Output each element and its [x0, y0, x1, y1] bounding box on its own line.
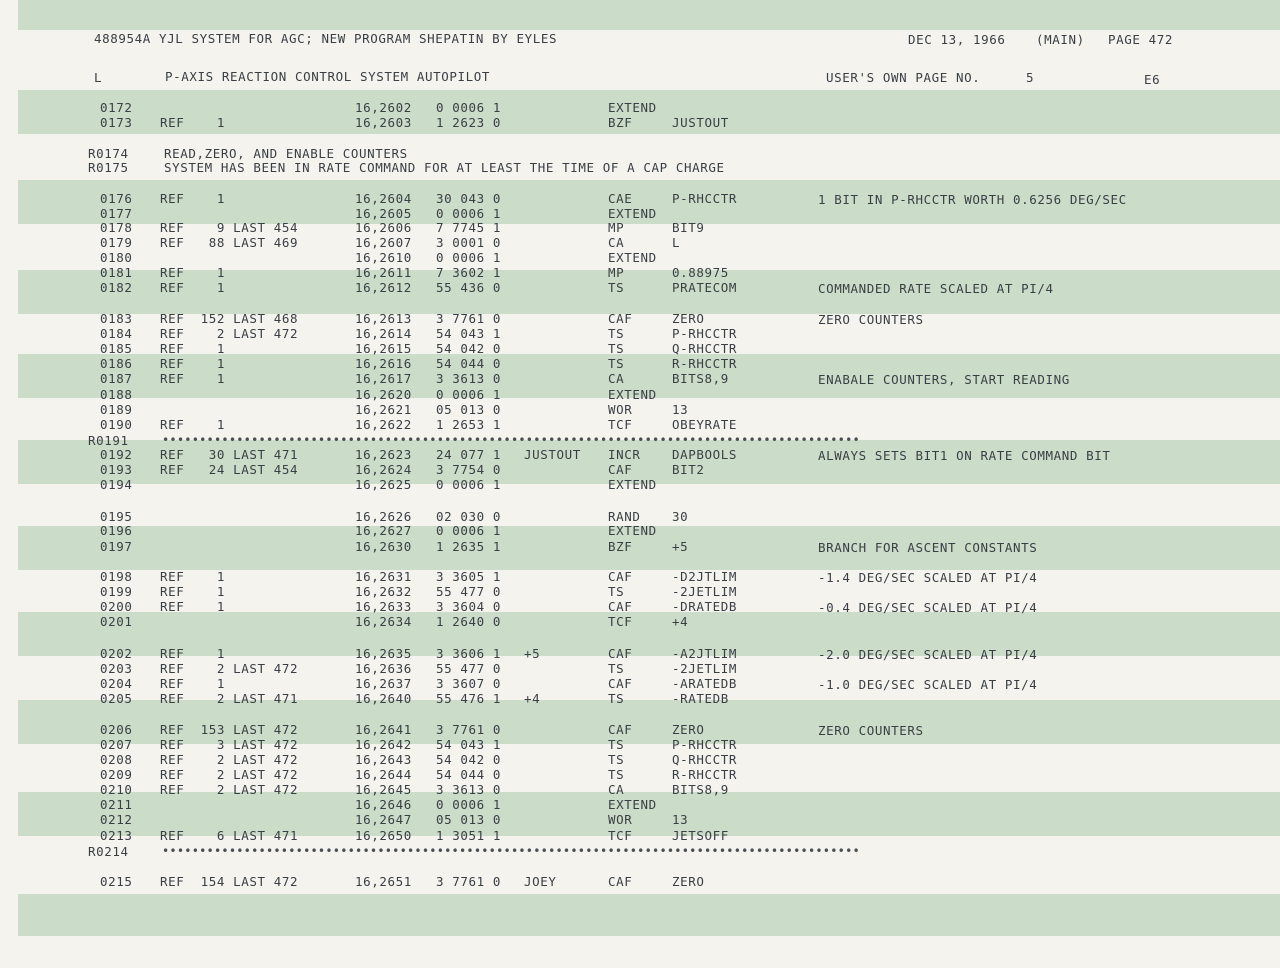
word-column: 0 0006 1 [436, 797, 502, 812]
opcode-column: CAF [608, 599, 633, 614]
subheader-l: L [94, 70, 103, 85]
address-column: 16,2616 [355, 356, 412, 371]
operand-column: Q-RHCCTR [672, 341, 738, 356]
address-column: 16,2604 [355, 191, 412, 206]
address-column: 16,2635 [355, 646, 412, 661]
operand-column: R-RHCCTR [672, 767, 738, 782]
opcode-column: CAF [608, 462, 633, 477]
address-column: 16,2644 [355, 767, 412, 782]
line-number: 0178 [100, 220, 133, 235]
address-column: 16,2645 [355, 782, 412, 797]
line-number: R0214 [88, 844, 129, 859]
comment-column: ALWAYS SETS BIT1 ON RATE COMMAND BIT [818, 448, 1111, 463]
operand-column: L [672, 235, 681, 250]
operand-column: -2JETLIM [672, 661, 738, 676]
remark-text: SYSTEM HAS BEEN IN RATE COMMAND FOR AT LEAST THE TIME OF A CAP CHARGE [164, 160, 725, 175]
line-number: 0201 [100, 614, 133, 629]
separator-dots: •••••••••••••••••••••••••••••••••••••••••••••••••••••••••••••••••••••••••••••••••••••••••••••• [162, 844, 860, 858]
word-column: 0 0006 1 [436, 100, 502, 115]
opcode-column: CA [608, 782, 625, 797]
word-column: 55 477 0 [436, 661, 502, 676]
line-number: 0200 [100, 599, 133, 614]
operand-column: BITS8,9 [672, 371, 729, 386]
opcode-column: EXTEND [608, 797, 657, 812]
line-number: 0180 [100, 250, 133, 265]
opcode-column: TS [608, 584, 625, 599]
ref-column: REF 3 LAST 472 [160, 737, 299, 752]
address-column: 16,2623 [355, 447, 412, 462]
operand-column: BIT2 [672, 462, 705, 477]
opcode-column: CAF [608, 646, 633, 661]
ref-column: REF 2 LAST 472 [160, 326, 299, 341]
address-column: 16,2625 [355, 477, 412, 492]
opcode-column: TS [608, 356, 625, 371]
word-column: 3 7754 0 [436, 462, 502, 477]
ref-column: REF 152 LAST 468 [160, 311, 299, 326]
operand-column: JUSTOUT [672, 115, 729, 130]
operand-column: -ARATEDB [672, 676, 738, 691]
ref-column: REF 2 LAST 472 [160, 767, 299, 782]
line-number: 0195 [100, 509, 133, 524]
line-number: 0183 [100, 311, 133, 326]
comment-column: 1 BIT IN P-RHCCTR WORTH 0.6256 DEG/SEC [818, 192, 1127, 207]
operand-column: 0.88975 [672, 265, 729, 280]
opcode-column: TS [608, 326, 625, 341]
opcode-column: WOR [608, 402, 633, 417]
word-column: 54 044 0 [436, 356, 502, 371]
line-number: R0174 [88, 146, 129, 161]
address-column: 16,2642 [355, 737, 412, 752]
line-number: 0211 [100, 797, 133, 812]
operand-column: P-RHCCTR [672, 191, 738, 206]
word-column: 3 0001 0 [436, 235, 502, 250]
opcode-column: TS [608, 691, 625, 706]
line-number: 0203 [100, 661, 133, 676]
operand-column: Q-RHCCTR [672, 752, 738, 767]
line-number: R0191 [88, 433, 129, 448]
operand-column: PRATECOM [672, 280, 738, 295]
address-column: 16,2631 [355, 569, 412, 584]
listing-title: 488954A YJL SYSTEM FOR AGC; NEW PROGRAM SHEPATIN BY EYLES [94, 31, 558, 46]
word-column: 3 3604 0 [436, 599, 502, 614]
line-number: 0196 [100, 523, 133, 538]
word-column: 54 042 0 [436, 752, 502, 767]
line-number: 0206 [100, 722, 133, 737]
address-column: 16,2612 [355, 280, 412, 295]
users-page-number: 5 [1026, 70, 1035, 85]
operand-column: +4 [672, 614, 689, 629]
line-number: 0192 [100, 447, 133, 462]
word-column: 3 3607 0 [436, 676, 502, 691]
opcode-column: TS [608, 661, 625, 676]
word-column: 7 7745 1 [436, 220, 502, 235]
address-column: 16,2636 [355, 661, 412, 676]
operand-column: 13 [672, 402, 689, 417]
listing-date: DEC 13, 1966 [908, 32, 1006, 47]
ref-column: REF 1 [160, 584, 226, 599]
address-column: 16,2617 [355, 371, 412, 386]
opcode-column: EXTEND [608, 523, 657, 538]
address-column: 16,2624 [355, 462, 412, 477]
operand-column: ZERO [672, 311, 705, 326]
band [18, 894, 1280, 936]
opcode-column: TS [608, 341, 625, 356]
ref-column: REF 1 [160, 356, 226, 371]
operand-column: DAPBOOLS [672, 447, 738, 462]
word-column: 55 476 1 [436, 691, 502, 706]
line-number: 0205 [100, 691, 133, 706]
line-number: 0197 [100, 539, 133, 554]
word-column: 3 3613 0 [436, 371, 502, 386]
operand-column: P-RHCCTR [672, 737, 738, 752]
line-number: 0185 [100, 341, 133, 356]
line-number: 0187 [100, 371, 133, 386]
ref-column: REF 2 LAST 472 [160, 782, 299, 797]
word-column: 54 044 0 [436, 767, 502, 782]
word-column: 3 3606 1 [436, 646, 502, 661]
opcode-column: EXTEND [608, 477, 657, 492]
word-column: 3 7761 0 [436, 874, 502, 889]
line-number: 0177 [100, 206, 133, 221]
line-number: 0186 [100, 356, 133, 371]
address-column: 16,2647 [355, 812, 412, 827]
line-number: R0175 [88, 160, 129, 175]
operand-column: JETSOFF [672, 828, 729, 843]
label-column: +5 [524, 646, 541, 661]
opcode-column: EXTEND [608, 100, 657, 115]
comment-column: -1.0 DEG/SEC SCALED AT PI/4 [818, 677, 1038, 692]
operand-column: R-RHCCTR [672, 356, 738, 371]
ref-column: REF 9 LAST 454 [160, 220, 299, 235]
comment-column: ZERO COUNTERS [818, 312, 924, 327]
ref-column: REF 153 LAST 472 [160, 722, 299, 737]
word-column: 55 477 0 [436, 584, 502, 599]
line-number: 0198 [100, 569, 133, 584]
address-column: 16,2641 [355, 722, 412, 737]
operand-column: BITS8,9 [672, 782, 729, 797]
word-column: 24 077 1 [436, 447, 502, 462]
address-column: 16,2607 [355, 235, 412, 250]
users-page-label: USER'S OWN PAGE NO. [826, 70, 981, 85]
word-column: 0 0006 1 [436, 523, 502, 538]
opcode-column: INCR [608, 447, 641, 462]
line-number: 0202 [100, 646, 133, 661]
address-column: 16,2605 [355, 206, 412, 221]
opcode-column: BZF [608, 539, 633, 554]
address-column: 16,2611 [355, 265, 412, 280]
address-column: 16,2630 [355, 539, 412, 554]
address-column: 16,2614 [355, 326, 412, 341]
line-number: 0208 [100, 752, 133, 767]
address-column: 16,2651 [355, 874, 412, 889]
line-number: 0173 [100, 115, 133, 130]
label-column: JUSTOUT [524, 447, 581, 462]
opcode-column: CA [608, 235, 625, 250]
remark-text: READ,ZERO, AND ENABLE COUNTERS [164, 146, 408, 161]
word-column: 1 2640 0 [436, 614, 502, 629]
address-column: 16,2634 [355, 614, 412, 629]
ref-column: REF 1 [160, 115, 226, 130]
address-column: 16,2640 [355, 691, 412, 706]
line-number: 0182 [100, 280, 133, 295]
ref-column: REF 30 LAST 471 [160, 447, 299, 462]
comment-column: COMMANDED RATE SCALED AT PI/4 [818, 281, 1054, 296]
word-column: 02 030 0 [436, 509, 502, 524]
opcode-column: TCF [608, 417, 633, 432]
word-column: 1 2635 1 [436, 539, 502, 554]
page-code: E6 [1144, 72, 1161, 87]
operand-column: -DRATEDB [672, 599, 738, 614]
line-number: 0172 [100, 100, 133, 115]
operand-column: -RATEDB [672, 691, 729, 706]
operand-column: BIT9 [672, 220, 705, 235]
line-number: 0189 [100, 402, 133, 417]
address-column: 16,2632 [355, 584, 412, 599]
address-column: 16,2613 [355, 311, 412, 326]
address-column: 16,2637 [355, 676, 412, 691]
label-column: +4 [524, 691, 541, 706]
opcode-column: TCF [608, 614, 633, 629]
operand-column: ZERO [672, 722, 705, 737]
line-number: 0193 [100, 462, 133, 477]
opcode-column: TS [608, 280, 625, 295]
opcode-column: TS [608, 737, 625, 752]
line-number: 0199 [100, 584, 133, 599]
word-column: 1 2653 1 [436, 417, 502, 432]
line-number: 0209 [100, 767, 133, 782]
opcode-column: WOR [608, 812, 633, 827]
word-column: 0 0006 1 [436, 477, 502, 492]
ref-column: REF 1 [160, 599, 226, 614]
listing-main: (MAIN) [1036, 32, 1085, 47]
ref-column: REF 1 [160, 676, 226, 691]
operand-column: -D2JTLIM [672, 569, 738, 584]
separator-dots: •••••••••••••••••••••••••••••••••••••••••••••••••••••••••••••••••••••••••••••••••••••••••••••• [162, 433, 860, 447]
word-column: 54 042 0 [436, 341, 502, 356]
operand-column: 30 [672, 509, 689, 524]
word-column: 7 3602 1 [436, 265, 502, 280]
ref-column: REF 2 LAST 472 [160, 661, 299, 676]
ref-column: REF 1 [160, 569, 226, 584]
word-column: 3 7761 0 [436, 311, 502, 326]
line-number: 0190 [100, 417, 133, 432]
ref-column: REF 1 [160, 265, 226, 280]
line-number: 0207 [100, 737, 133, 752]
line-number: 0194 [100, 477, 133, 492]
address-column: 16,2643 [355, 752, 412, 767]
ref-column: REF 1 [160, 371, 226, 386]
word-column: 54 043 1 [436, 326, 502, 341]
word-column: 3 3613 0 [436, 782, 502, 797]
word-column: 1 2623 0 [436, 115, 502, 130]
line-number: 0204 [100, 676, 133, 691]
address-column: 16,2610 [355, 250, 412, 265]
word-column: 0 0006 1 [436, 206, 502, 221]
operand-column: -2JETLIM [672, 584, 738, 599]
opcode-column: BZF [608, 115, 633, 130]
address-column: 16,2633 [355, 599, 412, 614]
address-column: 16,2620 [355, 387, 412, 402]
subheader-title: P-AXIS REACTION CONTROL SYSTEM AUTOPILOT [165, 69, 491, 84]
listing-page-number: PAGE 472 [1108, 32, 1174, 47]
address-column: 16,2626 [355, 509, 412, 524]
ref-column: REF 24 LAST 454 [160, 462, 299, 477]
operand-column: ZERO [672, 874, 705, 889]
comment-column: -1.4 DEG/SEC SCALED AT PI/4 [818, 570, 1038, 585]
operand-column: P-RHCCTR [672, 326, 738, 341]
opcode-column: TS [608, 767, 625, 782]
line-number: 0176 [100, 191, 133, 206]
ref-column: REF 2 LAST 471 [160, 691, 299, 706]
ref-column: REF 6 LAST 471 [160, 828, 299, 843]
address-column: 16,2650 [355, 828, 412, 843]
opcode-column: CAF [608, 311, 633, 326]
line-number: 0188 [100, 387, 133, 402]
line-number: 0184 [100, 326, 133, 341]
address-column: 16,2622 [355, 417, 412, 432]
ref-column: REF 88 LAST 469 [160, 235, 299, 250]
opcode-column: MP [608, 220, 625, 235]
opcode-column: EXTEND [608, 206, 657, 221]
comment-column: -2.0 DEG/SEC SCALED AT PI/4 [818, 647, 1038, 662]
address-column: 16,2603 [355, 115, 412, 130]
operand-column: 13 [672, 812, 689, 827]
comment-column: ENABALE COUNTERS, START READING [818, 372, 1070, 387]
operand-column: +5 [672, 539, 689, 554]
address-column: 16,2646 [355, 797, 412, 812]
ref-column: REF 1 [160, 280, 226, 295]
comment-column: BRANCH FOR ASCENT CONSTANTS [818, 540, 1038, 555]
line-number: 0210 [100, 782, 133, 797]
word-column: 55 436 0 [436, 280, 502, 295]
word-column: 05 013 0 [436, 812, 502, 827]
ref-column: REF 1 [160, 341, 226, 356]
ref-column: REF 2 LAST 472 [160, 752, 299, 767]
address-column: 16,2621 [355, 402, 412, 417]
line-number: 0179 [100, 235, 133, 250]
operand-column: -A2JTLIM [672, 646, 738, 661]
line-number: 0213 [100, 828, 133, 843]
word-column: 54 043 1 [436, 737, 502, 752]
line-number: 0212 [100, 812, 133, 827]
ref-column: REF 1 [160, 191, 226, 206]
word-column: 30 043 0 [436, 191, 502, 206]
word-column: 0 0006 1 [436, 250, 502, 265]
opcode-column: EXTEND [608, 250, 657, 265]
band [18, 0, 1280, 30]
line-number: 0181 [100, 265, 133, 280]
address-column: 16,2606 [355, 220, 412, 235]
address-column: 16,2627 [355, 523, 412, 538]
ref-column: REF 1 [160, 417, 226, 432]
opcode-column: CAF [608, 722, 633, 737]
word-column: 1 3051 1 [436, 828, 502, 843]
comment-column: -0.4 DEG/SEC SCALED AT PI/4 [818, 600, 1038, 615]
word-column: 3 3605 1 [436, 569, 502, 584]
opcode-column: MP [608, 265, 625, 280]
address-column: 16,2602 [355, 100, 412, 115]
opcode-column: EXTEND [608, 387, 657, 402]
ref-column: REF 154 LAST 472 [160, 874, 299, 889]
opcode-column: CAE [608, 191, 633, 206]
opcode-column: CA [608, 371, 625, 386]
opcode-column: TS [608, 752, 625, 767]
label-column: JOEY [524, 874, 557, 889]
comment-column: ZERO COUNTERS [818, 723, 924, 738]
word-column: 3 7761 0 [436, 722, 502, 737]
line-number: 0215 [100, 874, 133, 889]
word-column: 05 013 0 [436, 402, 502, 417]
opcode-column: TCF [608, 828, 633, 843]
opcode-column: CAF [608, 569, 633, 584]
ref-column: REF 1 [160, 646, 226, 661]
word-column: 0 0006 1 [436, 387, 502, 402]
opcode-column: RAND [608, 509, 641, 524]
opcode-column: CAF [608, 676, 633, 691]
opcode-column: CAF [608, 874, 633, 889]
operand-column: OBEYRATE [672, 417, 738, 432]
address-column: 16,2615 [355, 341, 412, 356]
